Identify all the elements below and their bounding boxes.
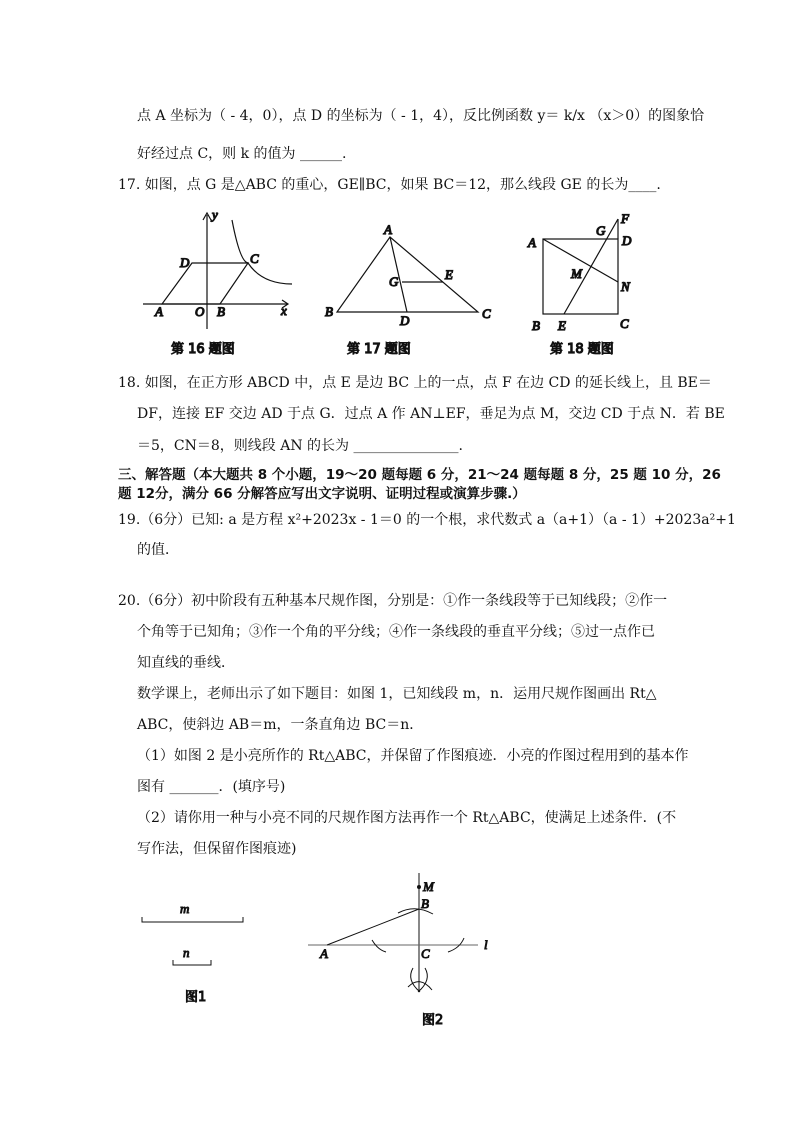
q20-line3: 知直线的垂线． [137,655,235,671]
q20-line2: 个角等于已知角；③作一个角的平分线；④作一条线段的垂直平分线；⑤过一点作已 [137,624,655,640]
q18-line2: DF，连接 EF 交边 AD 于点 G．过点 A 作 AN⊥EF，垂足为点 M，交边 CD 于点 N．若 BE [137,406,725,422]
figure-label: N [621,279,630,294]
fig17-caption: 第 17 题图 [347,342,411,357]
figure-label: x [281,303,287,318]
figure-label: D [180,255,190,270]
fig2-caption: 图2 [422,1013,444,1028]
figure-label: B [532,318,540,333]
q17-text: 17. 如图，点 G 是△ABC 的重心，GE∥BC，如果 BC＝12，那么线段 GE 的长为____. [118,177,661,193]
figure-label: B [217,304,225,319]
q20-line6: （1）如图 2 是小亮所作的 Rt△ABC，并保留了作图痕迹．小亮的作图过程用到的基本作 [137,748,689,764]
q20-line5: ABC，使斜边 AB＝m，一条直角边 BC＝n． [137,717,424,733]
figure-2 [308,873,488,1028]
q20-line7: 图有 _______．(填序号) [137,779,286,795]
figure-label: A [384,222,392,237]
fig16-caption: 第 16 题图 [171,342,235,357]
section3-header-line2: 题 12分，满分 66 分解答应写出文字说明、证明过程或演算步骤.） [118,486,526,502]
figure-17 [325,222,491,357]
figure-label: C [421,946,430,961]
figure-label: m [180,901,190,916]
figure-label: G [389,274,399,289]
figure-label: B [325,304,333,319]
figure-label: n [183,945,190,960]
q18-line1: 18. 如图，在正方形 ABCD 中，点 E 是边 BC 上的一点，点 F 在边 CD 的延长线上，且 BE＝ [118,375,712,391]
figure-label: D [622,233,632,248]
figure-label: D [400,313,410,328]
q20-line1: 20.（6分）初中阶段有五种基本尺规作图，分别是：①作一条线段等于已知线段；②作一 [118,593,668,609]
q18-line3: ＝5，CN＝8，则线段 AN 的长为 _______________. [137,438,463,454]
figure-label: A [528,235,536,250]
figure-label: A [155,304,163,319]
figure-16 [143,207,292,357]
figure-label: y [212,207,218,222]
figure-label: G [596,223,606,238]
figure-label: E [558,318,566,333]
section3-header-line1: 三、解答题（本大题共 8 个小题，19～20 题每题 6 分，21～24 题每题 8 分，25 题 10 分，26 [118,467,721,483]
q20-line8: （2）请你用一种与小亮不同的尺规作图方法再作一个 Rt△ABC，使满足上述条件．(不 [137,810,677,826]
q19-line1: 19.（6分）已知: a 是方程 x²+2023x - 1＝0 的一个根，求代数式 a（a+1）（a - 1）+2023a²+1 [118,512,736,528]
fig1-caption: 图1 [185,990,207,1005]
figure-label: A [320,946,328,961]
q16-line2: 好经过点 C，则 k 的值为 ______. [137,146,347,162]
fig18-caption: 第 18 题图 [550,342,614,357]
figure-label: M [571,266,582,281]
figure-label: M [423,879,434,894]
figure-label: C [250,251,259,266]
figure-label: C [482,306,491,321]
figure-label: C [620,316,629,331]
figure-label: O [195,304,205,319]
figure-label: F [621,211,629,226]
q20-line9: 写作法，但保留作图痕迹) [137,841,297,857]
q19-line2: 的值． [137,542,179,558]
figure-label: l [484,937,488,952]
figure-18 [527,211,632,357]
figure-label: B [421,896,429,911]
q16-line1: 点 A 坐标为（ - 4，0），点 D 的坐标为（ - 1，4），反比例函数 y＝ k/x （x＞0）的图象恰 [137,108,705,124]
q20-line4: 数学课上，老师出示了如下题目：如图 1，已知线段 m，n．运用尺规作图画出 Rt△ [137,686,657,702]
figure-1 [142,901,243,1005]
figure-label: E [445,267,453,282]
